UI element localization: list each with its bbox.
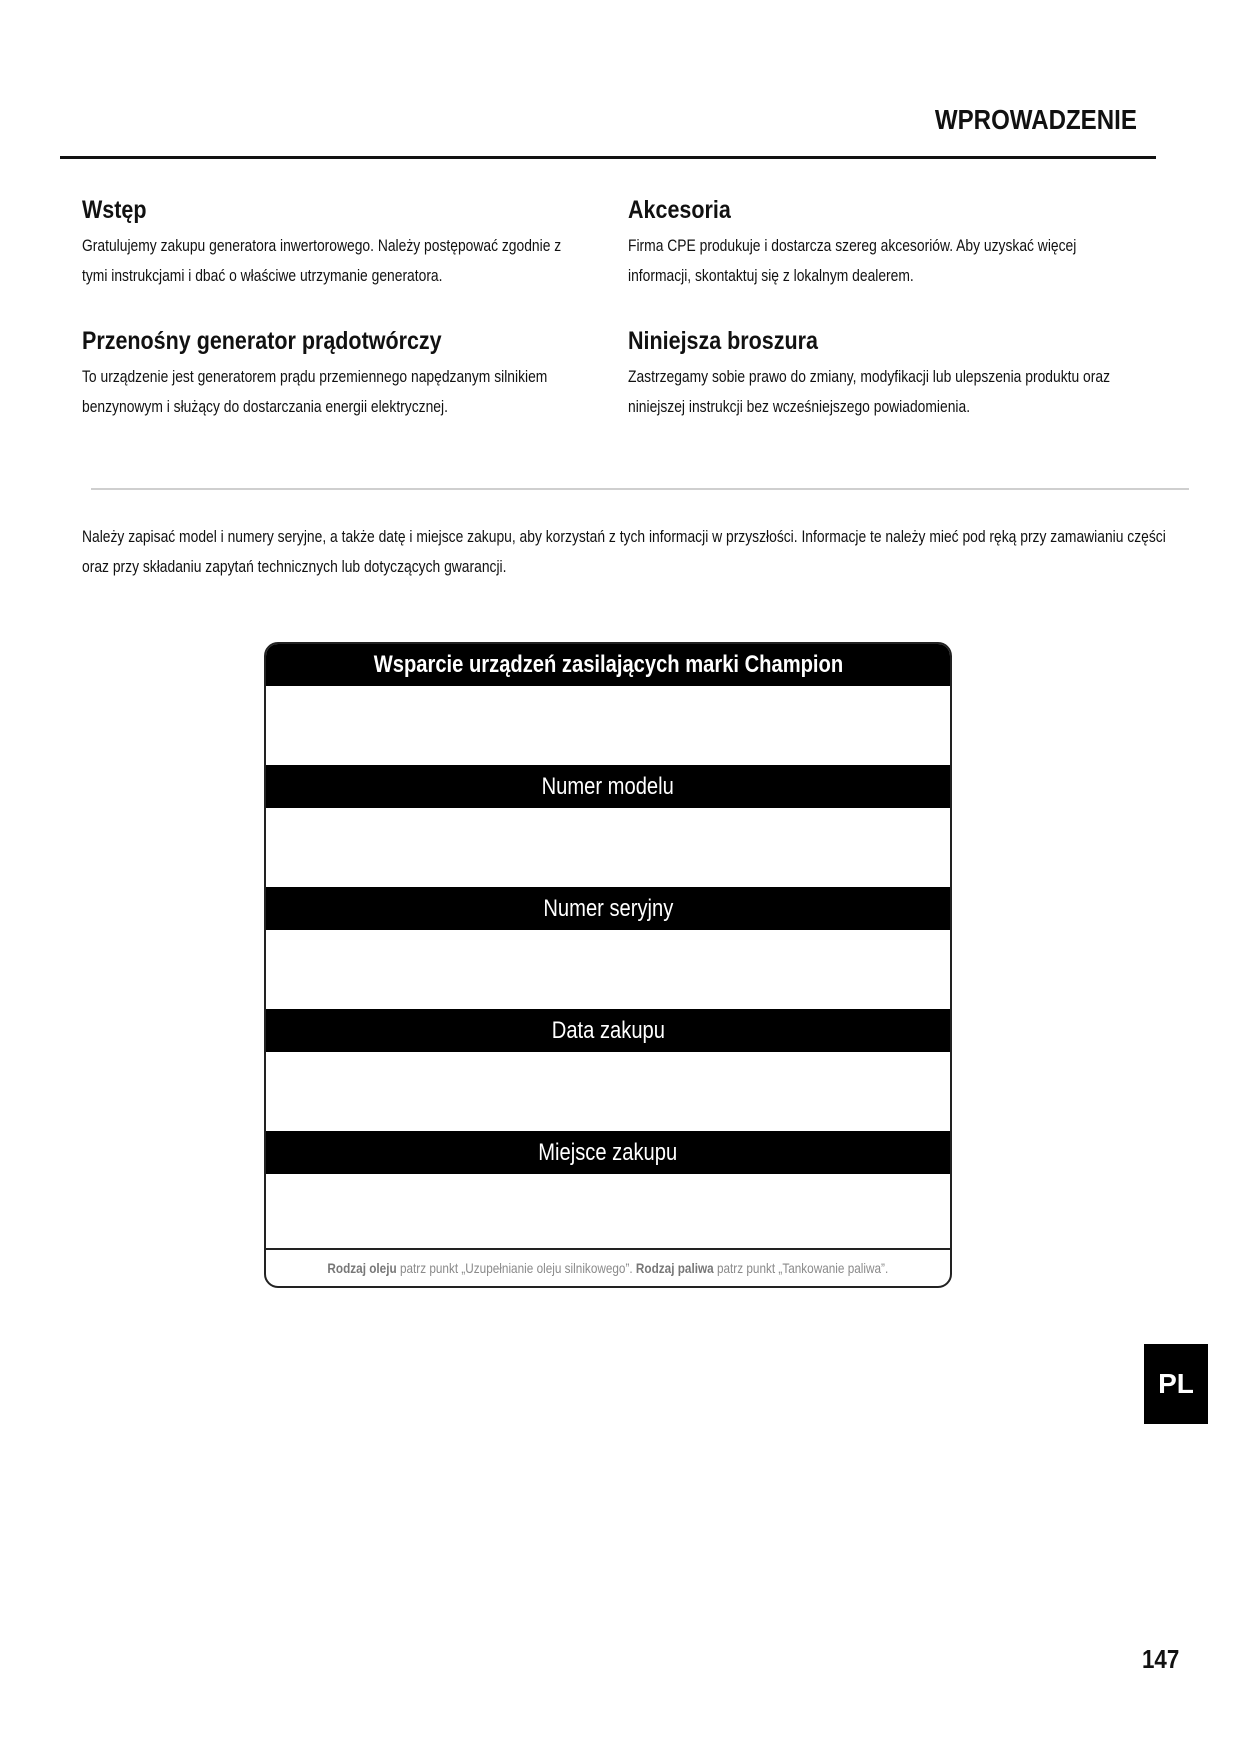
section-body: To urządzenie jest generatorem prądu przemiennego napędzanym silnikiem benzynowym i służący do dostarczania energii elektrycznej. — [82, 368, 548, 416]
oil-type-label: Rodzaj oleju — [327, 1260, 397, 1276]
purchase-date-label-bar — [266, 1009, 950, 1052]
model-number-label-bar — [266, 765, 950, 808]
card-title-bar — [266, 644, 950, 686]
section-heading: Niniejsza broszura — [628, 327, 818, 355]
card-footer-text — [328, 1260, 889, 1276]
page-number: 147 — [1142, 1644, 1180, 1674]
oil-type-text: patrz punkt „Uzupełnianie oleju silnikowego”. — [396, 1260, 637, 1276]
purchase-date-field — [266, 1052, 950, 1131]
page-header-title: WPROWADZENIE — [934, 104, 1137, 135]
section-heading: Akcesoria — [628, 196, 731, 224]
section-body: Gratulujemy zakupu generatora inwertorowego. Należy postępować zgodnie z tymi instrukcjami i dbać o właściwe utrzymanie generatora. — [82, 237, 562, 285]
section-heading: Przenośny generator prądotwórczy — [82, 327, 442, 355]
section-generator — [82, 327, 602, 422]
card-footer — [266, 1248, 950, 1286]
purchase-place-field — [266, 1174, 950, 1253]
section-body: Firma CPE produkuje i dostarcza szereg akcesoriów. Aby uzyskać więcej informacji, skontaktuj się z lokalnym dealerem. — [628, 237, 1077, 285]
section-broszura — [628, 327, 1148, 422]
purchase-date-label: Data zakupu — [551, 1016, 665, 1044]
intro-paragraph: Należy zapisać model i numery seryjne, a także datę i miejsce zakupu, aby korzystań z tych informacji w przyszłości. Informacje te należy mieć pod ręką przy zamawianiu części oraz przy składaniu zapytań technicznych lub dotyczących gwarancji. — [82, 528, 1166, 576]
section-akcesoria — [628, 196, 1148, 291]
section-wstep — [82, 196, 602, 291]
card-title: Wsparcie urządzeń zasilających marki Champion — [373, 651, 843, 678]
serial-number-field — [266, 930, 950, 1009]
header-divider — [60, 156, 1156, 159]
model-number-field — [266, 808, 950, 887]
fuel-type-text: patrz punkt „Tankowanie paliwa”. — [713, 1260, 889, 1276]
fuel-type-label: Rodzaj paliwa — [636, 1260, 714, 1276]
language-tab: PL — [1144, 1344, 1208, 1424]
section-divider — [91, 488, 1189, 490]
purchase-place-label-bar — [266, 1131, 950, 1174]
product-info-card — [264, 642, 952, 1288]
blank-field — [266, 686, 950, 765]
model-number-label: Numer modelu — [541, 772, 675, 800]
purchase-place-label: Miejsce zakupu — [538, 1138, 678, 1166]
serial-number-label-bar — [266, 887, 950, 930]
section-heading: Wstęp — [82, 196, 147, 224]
section-body: Zastrzegamy sobie prawo do zmiany, modyfikacji lub ulepszenia produktu oraz niniejszej instrukcji bez wcześniejszego powiadomienia. — [628, 368, 1111, 416]
serial-number-label: Numer seryjny — [543, 894, 673, 922]
